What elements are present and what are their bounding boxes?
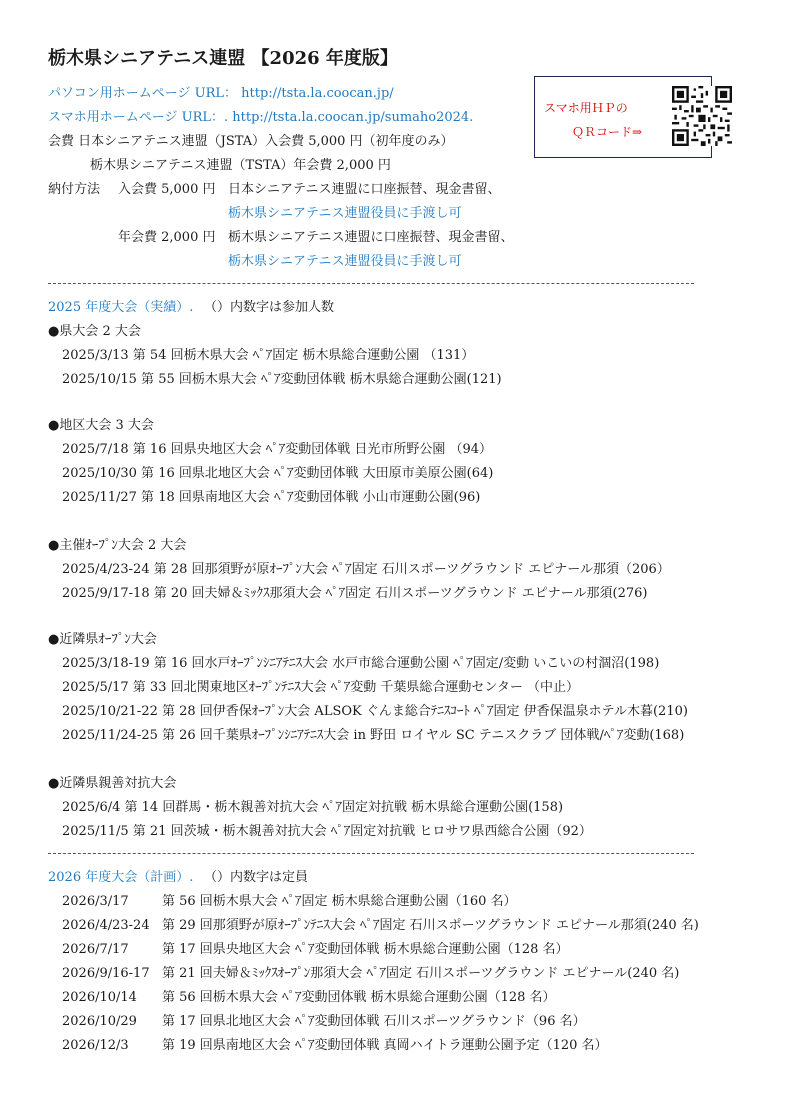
qr-label-line2: ＱＲコード⇒ bbox=[572, 125, 643, 139]
entry-fee: 入会費 5,000 円 bbox=[118, 182, 216, 197]
entry-fee-method: 日本シニアテニス連盟に口座振替、現金書留、 bbox=[228, 182, 501, 197]
list-item: 2025/7/18 第 16 回県央地区大会 ﾍﾟｱ変動団体戦 日光市所野公園 （94） bbox=[62, 442, 493, 457]
pc-homepage-url[interactable]: パソコン用ホームページ URL： http://tsta.la.coocan.jp/ bbox=[48, 86, 394, 101]
section-district-title: ●地区大会 3 大会 bbox=[48, 418, 154, 433]
plan-text: 第 56 回栃木県大会 ﾍﾟｱ固定 栃木県総合運動公園（160 名） bbox=[162, 894, 517, 909]
plan-2026-note: （）内数字は定員 bbox=[204, 870, 309, 885]
section-open-title: ●主催ｵｰﾌﾟﾝ大会 2 大会 bbox=[48, 538, 187, 553]
entry-fee-note: 栃木県シニアテニス連盟役員に手渡し可 bbox=[228, 206, 462, 221]
plan-date: 2026/10/14 bbox=[62, 990, 137, 1005]
fee-line-jsta: 会費 日本シニアテニス連盟（JSTA）入会費 5,000 円（初年度のみ） bbox=[48, 134, 454, 149]
annual-fee-method: 栃木県シニアテニス連盟に口座振替、現金書留、 bbox=[228, 230, 514, 245]
payment-label: 納付方法 bbox=[48, 182, 101, 197]
section-pref-title: ●県大会 2 大会 bbox=[48, 324, 141, 339]
qr-label-line1: スマホ用ＨＰの bbox=[544, 101, 628, 115]
plan-text: 第 19 回県南地区大会 ﾍﾟｱ変動団体戦 真岡ハイトラ運動公園予定（120 名） bbox=[162, 1038, 608, 1053]
fee-line-tsta: 栃木県シニアテニス連盟（TSTA）年会費 2,000 円 bbox=[90, 158, 391, 173]
smartphone-homepage-url[interactable]: スマホ用ホームページ URL：. http://tsta.la.coocan.jp/sumaho2024. bbox=[48, 110, 474, 125]
list-item: 2025/11/5 第 21 回茨城・栃木親善対抗大会 ﾍﾟｱ固定対抗戦 ヒロサワ県西総合公園（92） bbox=[62, 824, 592, 839]
section-neighbor-title: ●近隣県ｵｰﾌﾟﾝ大会 bbox=[48, 632, 157, 647]
list-item: 2025/11/24-25 第 26 回千葉県ｵｰﾌﾟﾝｼﾆｱﾃﾆｽ大会 in 野田 ロイヤル SC テニスクラブ 団体戦/ﾍﾟｱ変動(168) bbox=[62, 728, 685, 743]
plan-date: 2026/3/17 bbox=[62, 894, 129, 909]
plan-text: 第 17 回県央地区大会 ﾍﾟｱ変動団体戦 栃木県総合運動公園（128 名） bbox=[162, 942, 569, 957]
divider bbox=[48, 283, 694, 284]
list-item: 2025/10/15 第 55 回栃木県大会 ﾍﾟｱ変動団体戦 栃木県総合運動公園(121) bbox=[62, 372, 502, 387]
list-item: 2025/3/13 第 54 回栃木県大会 ﾍﾟｱ固定 栃木県総合運動公園 （131） bbox=[62, 348, 475, 363]
section-friendly-title: ●近隣県親善対抗大会 bbox=[48, 776, 177, 791]
plan-text: 第 56 回栃木県大会 ﾍﾟｱ変動団体戦 栃木県総合運動公園（128 名） bbox=[162, 990, 556, 1005]
list-item: 2025/5/17 第 33 回北関東地区ｵｰﾌﾟﾝﾃﾆｽ大会 ﾍﾟｱ変動 千葉県総合運動センター （中止） bbox=[62, 680, 579, 695]
plan-text: 第 21 回夫婦＆ﾐｯｸｽｵｰﾌﾟﾝ那須大会 ﾍﾟｱ固定 石川スポーツグラウンド エピナール(240 名) bbox=[162, 966, 680, 981]
results-2025-note: （）内数字は参加人数 bbox=[204, 300, 335, 315]
divider bbox=[48, 853, 694, 854]
list-item: 2025/10/30 第 16 回県北地区大会 ﾍﾟｱ変動団体戦 大田原市美原公園(64) bbox=[62, 466, 494, 481]
list-item: 2025/10/21-22 第 28 回伊香保ｵｰﾌﾟﾝ大会 ALSOK ぐんま総合ﾃﾆｽｺｰﾄ ﾍﾟｱ固定 伊香保温泉ホテル木暮(210) bbox=[62, 704, 688, 719]
plan-date: 2026/9/16-17 bbox=[62, 966, 150, 981]
plan-text: 第 17 回県北地区大会 ﾍﾟｱ変動団体戦 石川スポーツグラウンド（96 名） bbox=[162, 1014, 586, 1029]
plan-date: 2026/7/17 bbox=[62, 942, 129, 957]
plan-date: 2026/10/29 bbox=[62, 1014, 137, 1029]
list-item: 2025/4/23-24 第 28 回那須野が原ｵｰﾌﾟﾝ大会 ﾍﾟｱ固定 石川スポーツグラウンド エピナール那須（206） bbox=[62, 562, 670, 577]
results-2025-heading: 2025 年度大会（実績）. bbox=[48, 300, 194, 315]
annual-fee-note: 栃木県シニアテニス連盟役員に手渡し可 bbox=[228, 254, 462, 269]
plan-date: 2026/12/3 bbox=[62, 1038, 129, 1053]
page-title: 栃木県シニアテニス連盟 【2026 年度版】 bbox=[48, 48, 398, 69]
plan-2026-heading: 2026 年度大会（計画）. bbox=[48, 870, 194, 885]
annual-fee: 年会費 2,000 円 bbox=[118, 230, 216, 245]
list-item: 2025/11/27 第 18 回県南地区大会 ﾍﾟｱ変動団体戦 小山市運動公園(96) bbox=[62, 490, 481, 505]
plan-date: 2026/4/23-24 bbox=[62, 918, 150, 933]
qr-code-icon[interactable] bbox=[672, 86, 732, 146]
list-item: 2025/6/4 第 14 回群馬・栃木親善対抗大会 ﾍﾟｱ固定対抗戦 栃木県総合運動公園(158) bbox=[62, 800, 564, 815]
list-item: 2025/3/18-19 第 16 回水戸ｵｰﾌﾟﾝｼﾆｱﾃﾆｽ大会 水戸市総合運動公園 ﾍﾟｱ固定/変動 いこいの村涸沼(198) bbox=[62, 656, 660, 671]
plan-text: 第 29 回那須野が原ｵｰﾌﾟﾝﾃﾆｽ大会 ﾍﾟｱ固定 石川スポーツグラウンド エピナール那須(240 名) bbox=[162, 918, 699, 933]
list-item: 2025/9/17-18 第 20 回夫婦＆ﾐｯｸｽ那須大会 ﾍﾟｱ固定 石川スポーツグラウンド エピナール那須(276) bbox=[62, 586, 648, 601]
